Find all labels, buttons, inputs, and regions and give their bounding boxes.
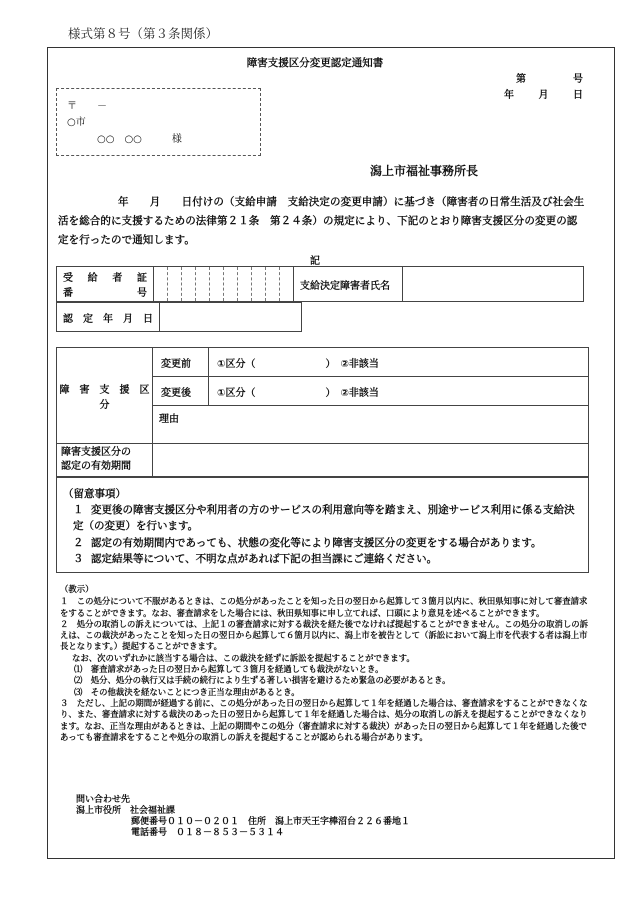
kyoji-paragraph-1: １ この処分について不服があるときは、この処分があったことを知った日の翌日から起算して３箇月以内に、秋田県知事に対して審査請求をすることができます。なお、審査請求をした場合には、秋田県知事に申し立てれば、口頭により意見を述べることができます。 [60, 596, 588, 618]
ki-heading: 記 [310, 256, 320, 267]
recipient-table [56, 266, 584, 302]
after-label: 変更後 [153, 377, 209, 406]
address-box [56, 88, 261, 156]
note-item: １ 変更後の障害支援区分や利用者の方のサービスの利用意向等を踏まえ、別途サービス利用に係る支給決定（の変更）を行います。 [73, 504, 575, 532]
kyoji-paragraph-3: ３ ただし、上記の期間が経過する前に、この処分があった日の翌日から起算して１年を経過した場合は、審査請求をすることができなくなり、また、審査請求に対する裁決のあった日の翌日から起算して１年を経過した場合は、処分の取消しの訴えを提起することができなくなります。なお、正当な理由があるときは、上記の期間やこの処分（審査請求に対する裁決）があった日の翌日から起算して１年を経過した後であっても審査請求をすることや処分の取消しの訴えを提起することが認められる場合があります。 [60, 697, 588, 742]
form-number-label: 様式第８号（第３条関係） [68, 26, 219, 41]
kyoji-paragraph-2b: なお、次のいずれかに該当する場合は、この裁決を経ずに訴訟を提起することができます。 [72, 652, 415, 663]
cert-digit [196, 267, 210, 302]
cert-date-value [160, 303, 302, 332]
after-options: ①区分（ ） ②非該当 [209, 377, 589, 406]
cert-date-label: 認 定 年 月 日 [57, 303, 160, 332]
contact-phone: 電話番号 ０１８－８５３－５３１４ [131, 828, 285, 838]
recipient-name-label: 支給決定障害者氏名 [294, 267, 403, 302]
before-options: ①区分（ ） ②非該当 [209, 348, 589, 377]
date-month: 月 [538, 90, 549, 101]
kyoji-sub-2: ⑵ 処分、処分の執行又は手続の続行により生ずる著しい損害を避けるため緊急の必要があるとき。 [74, 675, 451, 686]
note-item: ２ 認定の有効期間内であっても、状態の変化等により障害支援区分の変更をする場合があります。 [73, 537, 542, 549]
cert-digit [252, 267, 266, 302]
kyoji-section [60, 584, 590, 743]
cert-digit [224, 267, 238, 302]
support-class-table [56, 347, 589, 477]
reason-label: 理由 [153, 406, 589, 444]
cert-digit [266, 267, 280, 302]
notes-heading: （留意事項） [63, 488, 126, 500]
validity-value [153, 444, 589, 477]
recipient-name: ○○ ○○ 様 [97, 134, 182, 145]
contact-postal: 郵便番号０１０－０２０１ 住所 潟上市天王字棒沼台２２６番地１ [131, 817, 411, 827]
cert-date-table [56, 302, 302, 332]
doc-number-go: 号 [573, 74, 583, 85]
contact-office: 潟上市役所 社会福祉課 [76, 806, 176, 816]
contact-heading: 問い合わせ先 [76, 795, 131, 805]
address-city: ○市 [67, 117, 86, 128]
cert-digit [168, 267, 182, 302]
kyoji-sub-1: ⑴ 審査請求があった日の翌日から起算して３箇月を経過しても裁決がないとき。 [74, 664, 384, 675]
issuer-name: 潟上市福祉事務所長 [370, 164, 479, 178]
contact-section [76, 795, 410, 839]
notice-body: 年 月 日付けの（支給申請 支給決定の変更申請）に基づき（障害者の日常生活及び社会生活を総合的に支援するための法律第２１条 第２４条）の規定により、下記のとおり障害支援区分の変更の認定を行ったので通知します。 [58, 196, 585, 246]
doc-number-dai: 第 [516, 74, 526, 85]
notes-box [56, 477, 589, 573]
cert-digit [238, 267, 252, 302]
doc-number-and-date [480, 72, 583, 104]
cert-digit [154, 267, 168, 302]
before-label: 変更前 [153, 348, 209, 377]
kyoji-sub-3: ⑶ その他裁決を経ないことにつき正当な理由があるとき。 [74, 686, 300, 697]
cert-digit [182, 267, 196, 302]
recipient-name-value [403, 267, 584, 302]
date-day: 日 [573, 90, 583, 101]
cert-digit [280, 267, 294, 302]
note-item: ３ 認定結果等について、不明な点があれば下記の担当課にご連絡ください。 [73, 553, 438, 565]
kyoji-heading: （教示） [60, 584, 94, 594]
validity-label: 障害支援区分の 認定の有効期間 [57, 444, 153, 477]
postal-code: 〒 － [67, 101, 107, 112]
document-title: 障害支援区分変更認定通知書 [246, 57, 384, 69]
date-year: 年 [504, 90, 514, 101]
support-class-label: 障 害 支 援 区 分 [57, 348, 153, 444]
kyoji-paragraph-2: ２ 処分の取消しの訴えについては、上記１の審査請求に対する裁決を経た後でなければ提起することができません。この処分の取消しの訴えは、この裁決があったことを知った日の翌日から起算して６箇月以内に、潟上市を被告として（訴訟において潟上市を代表する者は潟上市長となります。）提起することができます。 [60, 618, 588, 652]
cert-number-label: 受 給 者 証 番 号 [57, 267, 154, 302]
cert-digit [210, 267, 224, 302]
